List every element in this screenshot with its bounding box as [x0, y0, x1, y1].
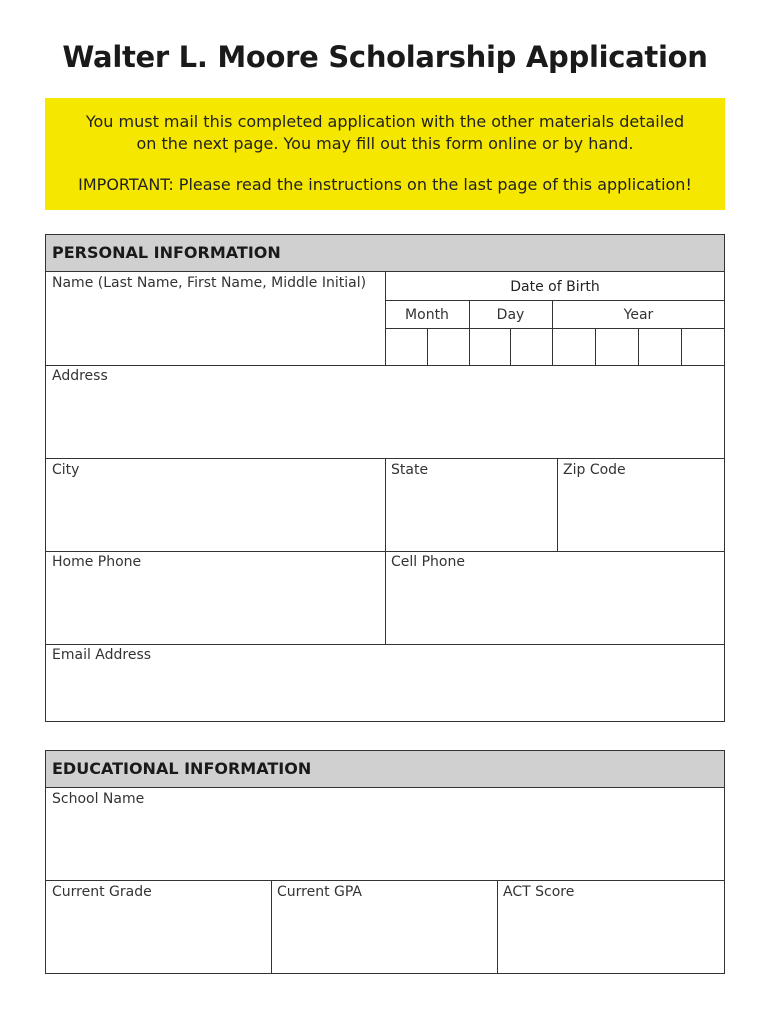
- cell-phone-field[interactable]: [386, 552, 725, 644]
- school-name-field[interactable]: [45, 788, 725, 880]
- zip-code-field[interactable]: [558, 459, 725, 551]
- dob-day-digit-1[interactable]: [470, 329, 511, 365]
- home-phone-label: Home Phone: [52, 554, 142, 570]
- cell-phone-label: Cell Phone: [391, 554, 465, 570]
- state-field[interactable]: [386, 459, 557, 551]
- dob-year-digit-1[interactable]: [553, 329, 596, 365]
- state-label: State: [391, 462, 429, 478]
- zip-code-label: Zip Code: [563, 462, 626, 478]
- instructions-notice: [45, 98, 725, 210]
- home-phone-field[interactable]: [45, 552, 385, 644]
- address-field[interactable]: [45, 366, 725, 458]
- school-name-label: School Name: [52, 791, 145, 807]
- name-label: Name (Last Name, First Name, Middle Initial): [52, 275, 367, 291]
- dob-year-label: Year: [623, 307, 654, 323]
- dob-year-digit-2[interactable]: [596, 329, 639, 365]
- date-of-birth-label: Date of Birth: [510, 279, 600, 295]
- notice-important: IMPORTANT: Please read the instructions on the last page of this application!: [78, 175, 692, 194]
- email-address-label: Email Address: [52, 647, 152, 663]
- dob-month-digit-1[interactable]: [386, 329, 428, 365]
- current-grade-label: Current Grade: [52, 884, 152, 900]
- dob-month-label: Month: [405, 307, 449, 323]
- page-title: Walter L. Moore Scholarship Application: [62, 40, 708, 74]
- city-field[interactable]: [45, 459, 385, 551]
- current-gpa-field[interactable]: [272, 881, 497, 973]
- address-label: Address: [52, 368, 108, 384]
- current-gpa-label: Current GPA: [277, 884, 363, 900]
- dob-year-digit-4[interactable]: [682, 329, 725, 365]
- name-field[interactable]: [45, 271, 386, 366]
- city-label: City: [52, 462, 80, 478]
- educational-information-heading: EDUCATIONAL INFORMATION: [45, 750, 725, 788]
- notice-line-2: on the next page. You may fill out this form online or by hand.: [136, 134, 634, 153]
- personal-information-heading: PERSONAL INFORMATION: [45, 234, 725, 272]
- notice-line-1: You must mail this completed application with the other materials detailed: [85, 112, 685, 131]
- dob-month-digit-2[interactable]: [428, 329, 469, 365]
- dob-day-digit-2[interactable]: [511, 329, 552, 365]
- dob-year-digit-3[interactable]: [639, 329, 682, 365]
- email-address-field[interactable]: [45, 645, 725, 721]
- act-score-label: ACT Score: [503, 884, 575, 900]
- current-grade-field[interactable]: [45, 881, 271, 973]
- act-score-field[interactable]: [498, 881, 725, 973]
- dob-day-label: Day: [496, 307, 525, 323]
